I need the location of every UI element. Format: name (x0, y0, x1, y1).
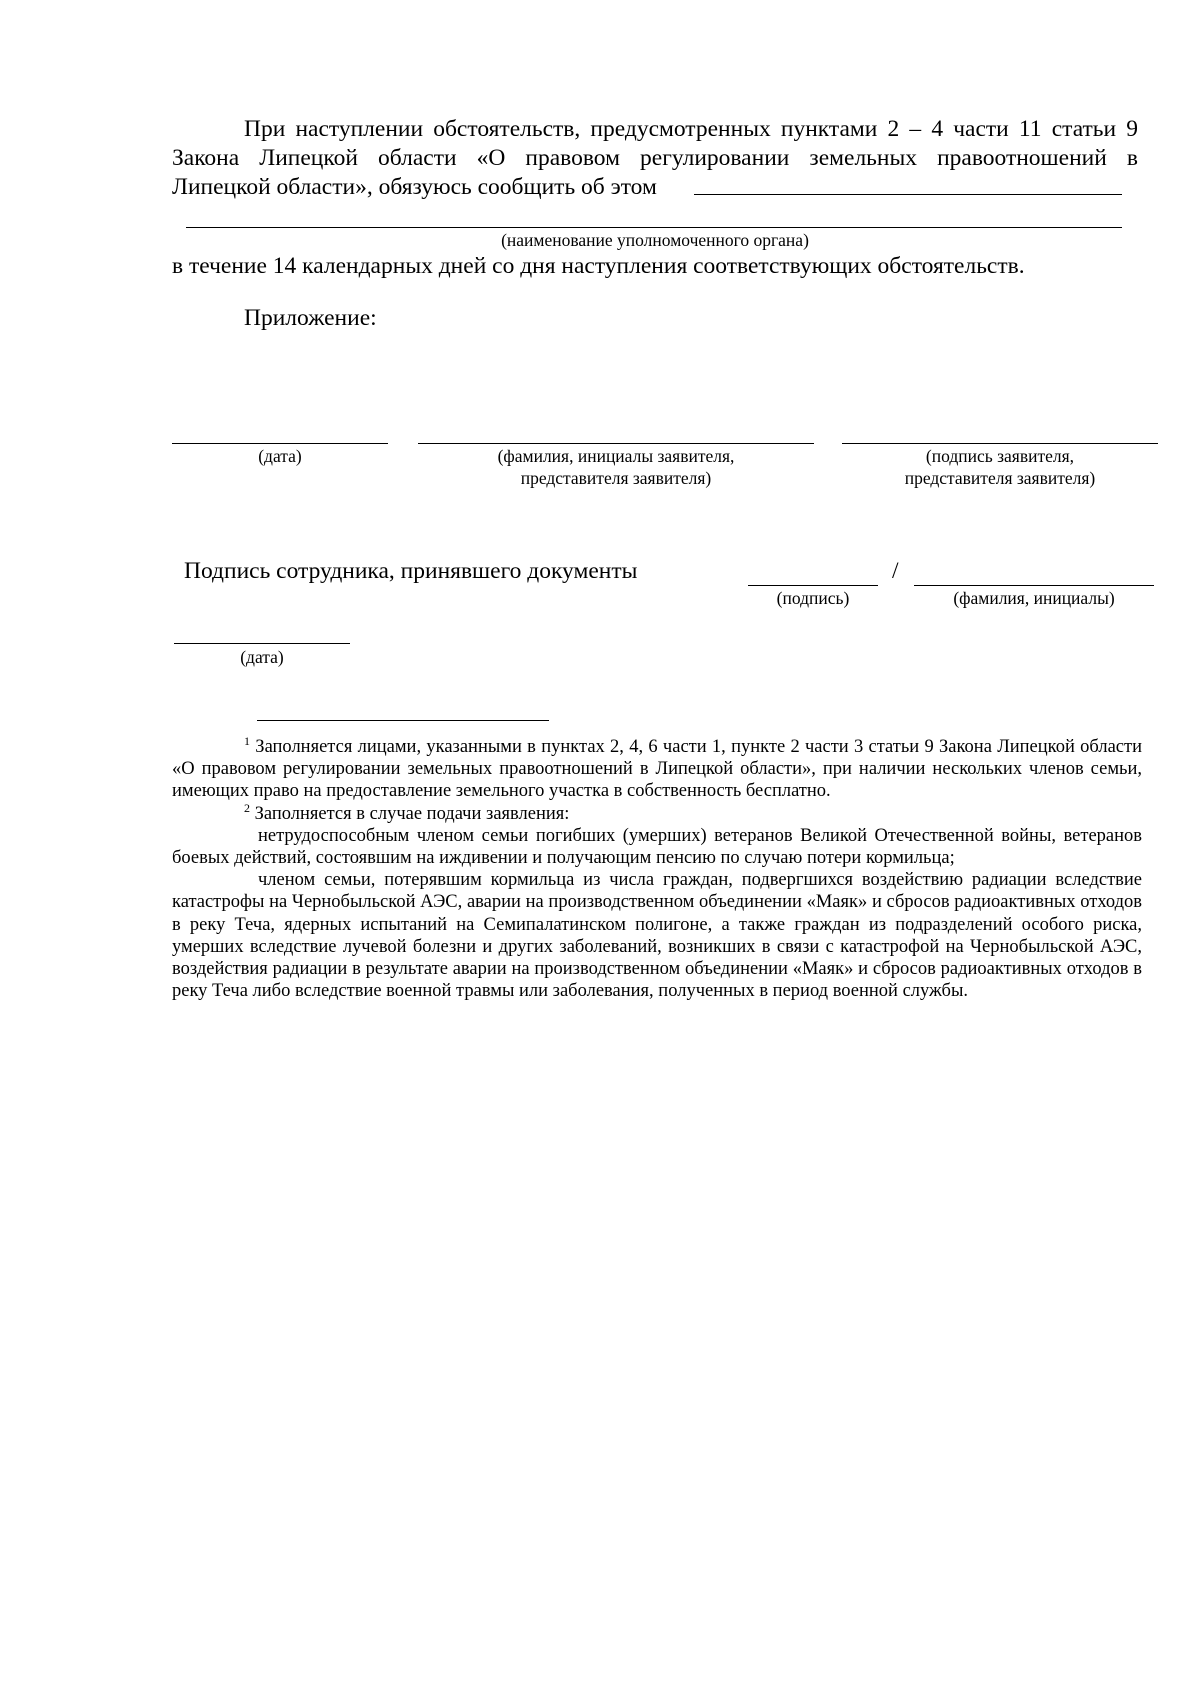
applicant-name-line (418, 443, 814, 444)
date-caption: (дата) (258, 446, 302, 466)
attachment-label: Приложение: (244, 305, 377, 331)
date-line (172, 443, 388, 444)
footnote-1 (172, 736, 1142, 803)
paragraph-line-3: Липецкой области», обязуюсь сообщить об этом (172, 174, 657, 200)
employee-date-line (174, 643, 350, 644)
applicant-name-caption-line-1: (фамилия, инициалы заявителя, (497, 446, 735, 466)
slash-separator: / (892, 558, 899, 584)
applicant-signature-line (842, 443, 1158, 444)
main-paragraph (172, 115, 1138, 202)
applicant-name-caption-line-2: представителя заявителя) (520, 468, 712, 488)
footnote-2-item-2: членом семьи, потерявшим кормильца из числа граждан, подвергшихся воздействию радиации вследствие катастрофы на Чернобыльской АЭС, аварии на производственном объединении «Маяк» и сбросов радиоактивных отходов в реку Теча, ядерных испытаний на Семипалатинском полигоне, а также граждан из подразделений особого риска, умерших вследствие лучевой болезни и других заболеваний, возникших в связи с катастрофой на Чернобыльской АЭС, воздействия радиации в результате аварии на производственном объединении «Маяк» и сбросов радиоактивных отходов в реку Теча либо вследствие военной травмы или заболевания, полученных в период военной службы. (172, 870, 1142, 1002)
employee-name-caption: (фамилия, инициалы) (953, 588, 1115, 608)
footnote-2-item-1: нетрудоспособным членом семьи погибших (умерших) ветеранов Великой Отечественной войны, ветеранов боевых действий, состоявшим на иждивении и получающим пенсию по случаю потери кормильца; (172, 825, 1142, 869)
applicant-name-caption (418, 445, 814, 489)
applicant-signature-caption-line-1: (подпись заявителя, (925, 446, 1075, 466)
paragraph-ending: в течение 14 календарных дней со дня наступления соответствующих обстоятельств. (172, 253, 1025, 279)
footnotes (172, 736, 1142, 1002)
paragraph-line-2: Закона Липецкой области «О правовом регулировании земельных правоотношений в (172, 145, 1138, 171)
footnote-2 (172, 800, 1142, 825)
authority-fill-line-2 (186, 227, 1122, 228)
paragraph-line-1: При наступлении обстоятельств, предусмотренных пунктами 2 – 4 части 11 статьи 9 (244, 116, 1138, 142)
footnote-2-mark: 2 (244, 800, 250, 815)
authority-fill-line-1 (694, 194, 1122, 195)
applicant-signature-caption (842, 445, 1158, 489)
employee-signature-caption: (подпись) (776, 588, 850, 608)
authority-caption: (наименование уполномоченного органа) (501, 230, 809, 250)
footnote-1-text: Заполняется лицами, указанными в пунктах 2, 4, 6 части 1, пункте 2 части 3 статьи 9 Закона Липецкой области «О правовом регулировании земельных правоотношений в Липецкой области», при наличии нескольких членов семьи, имеющих право на предоставление земельного участка в собственность бесплатно. (172, 737, 1142, 802)
applicant-signature-caption-line-2: представителя заявителя) (904, 468, 1096, 488)
footnote-2-text: Заполняется в случае подачи заявления: (254, 803, 570, 824)
footnote-1-mark: 1 (244, 734, 250, 748)
footnote-separator (257, 720, 549, 721)
employee-signature-label: Подпись сотрудника, принявшего документы (184, 558, 638, 584)
employee-signature-line (748, 585, 878, 586)
employee-date-caption: (дата) (240, 647, 284, 667)
employee-name-line (914, 585, 1154, 586)
